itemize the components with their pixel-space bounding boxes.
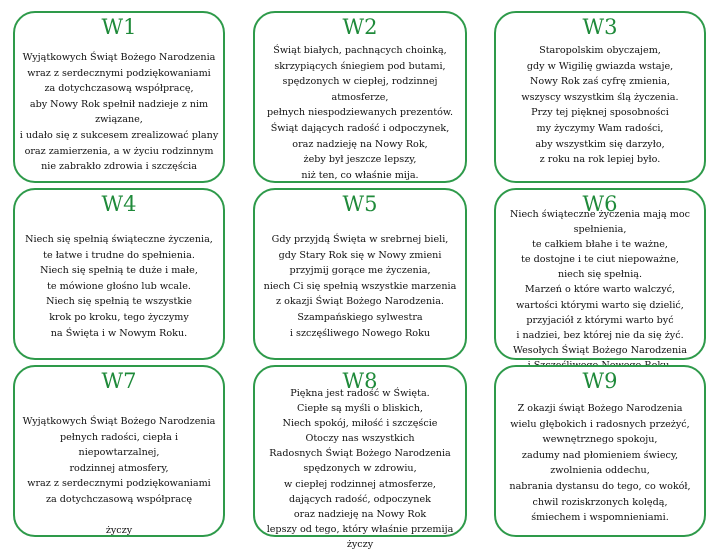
card-text: Piękna jest radość w Święta. Ciepłe są myśli o bliskich, Niech spokój, miłość i szczęście Otoczy nas wszystkich Radosnych Świąt Bożego Narodzenia spędzonych w zdrowiu, w ciepłej rodzinnej atmosferze, dających radość, odpoczynek oraz nadzieję na Nowy Rok lepszy od tego, który właśnie przemija życzy <box>266 388 454 550</box>
card-text: Gdy przyjdą Święta w srebrnej bieli, gdy Stary Rok się w Nowy zmieni przyjmij gorące me życzenia, niech Ci się spełnią wszystkie marzenia z okazji Świąt Bożego Narodzenia. Szampańskiego sylwestra i szczęśliwego Nowego Roku <box>263 234 457 339</box>
card-w2 <box>253 11 467 183</box>
card-text: Świąt białych, pachnących choinką, skrzypiących śniegiem pod butami, spędzonych w ciepłej, rodzinnej atmosferze, pełnych niespodziewanych prezentów. Świąt dających radość i odpoczynek, oraz nadzieję na Nowy Rok, żeby był jeszcze lepszy, niż ten, co właśnie mija. <box>266 45 454 181</box>
card-title: W3 <box>582 15 618 39</box>
card-w6 <box>494 188 706 360</box>
card-text: Niech się spełnią świąteczne życzenia, te łatwe i trudne do spełnienia. Niech się spełnią te duże i małe, te mówione głośno lub wcale. Niech się spełnią te wszystkie krok po kroku, tego życzymy na Święta i w Nowym Roku. <box>25 234 213 339</box>
card-title: W8 <box>342 369 378 393</box>
card-title: W6 <box>582 192 618 216</box>
card-w9 <box>494 365 706 537</box>
card-text: Z okazji świąt Bożego Narodzenia wielu głębokich i radosnych przeżyć, wewnętrznego spokoju, zadumy nad płomieniem świecy, zwolnienia oddechu, nabrania dystansu do tego, co wokół, chwil roziskrzonych kolędą, śmiechem i wspomnieniami. <box>509 403 691 524</box>
card-text: Staropolskim obyczajem, gdy w Wigilię gwiazda wstaje, Nowy Rok zaś cyfrę zmienia, wszyscy wszystkim ślą życzenia. Przy tej pięknej sposobności my życzymy Wam radości, aby wszystkim się darzyło, z roku na rok lepiej było. <box>521 45 679 166</box>
card-w7 <box>13 365 225 537</box>
card-title: W9 <box>582 369 618 393</box>
card-w5 <box>253 188 467 360</box>
card-text: Wyjątkowych Świąt Bożego Narodzenia wraz z serdecznymi podziękowaniami za dotychczasową współpracę, aby Nowy Rok spełnił nadzieje z nim związane, i udało się z sukcesem zrealizować plany oraz zamierzenia, a w życiu rodzinnym nie zabrakło zdrowia i szczęścia <box>19 52 219 173</box>
card-w1 <box>13 11 225 183</box>
card-text: Wyjątkowych Świąt Bożego Narodzenia pełnych radości, ciepła i niepowtarzalnej, rodzinnej atmosfery, wraz z serdecznymi podziękowaniami za dotychczasową współpracę życzy <box>22 416 216 537</box>
card-title: W1 <box>101 15 137 39</box>
card-text: Niech świąteczne życzenia mają moc spełnienia, te całkiem błahe i te ważne, te dostojne i te ciut niepoważne, niech się spełnią. Marzeń o które warto walczyć, wartości którymi warto się dzielić, przyjaciół z którymi warto być i nadziei, bez której nie da się żyć. Wesołych Świąt Bożego Narodzenia <box>510 209 690 356</box>
card-title: W7 <box>101 369 137 393</box>
card-title: W2 <box>342 15 378 39</box>
card-w8 <box>253 365 467 550</box>
card-w3 <box>494 11 706 183</box>
card-title: W5 <box>342 192 378 216</box>
card-w4 <box>13 188 225 360</box>
card-title: W4 <box>101 192 137 216</box>
